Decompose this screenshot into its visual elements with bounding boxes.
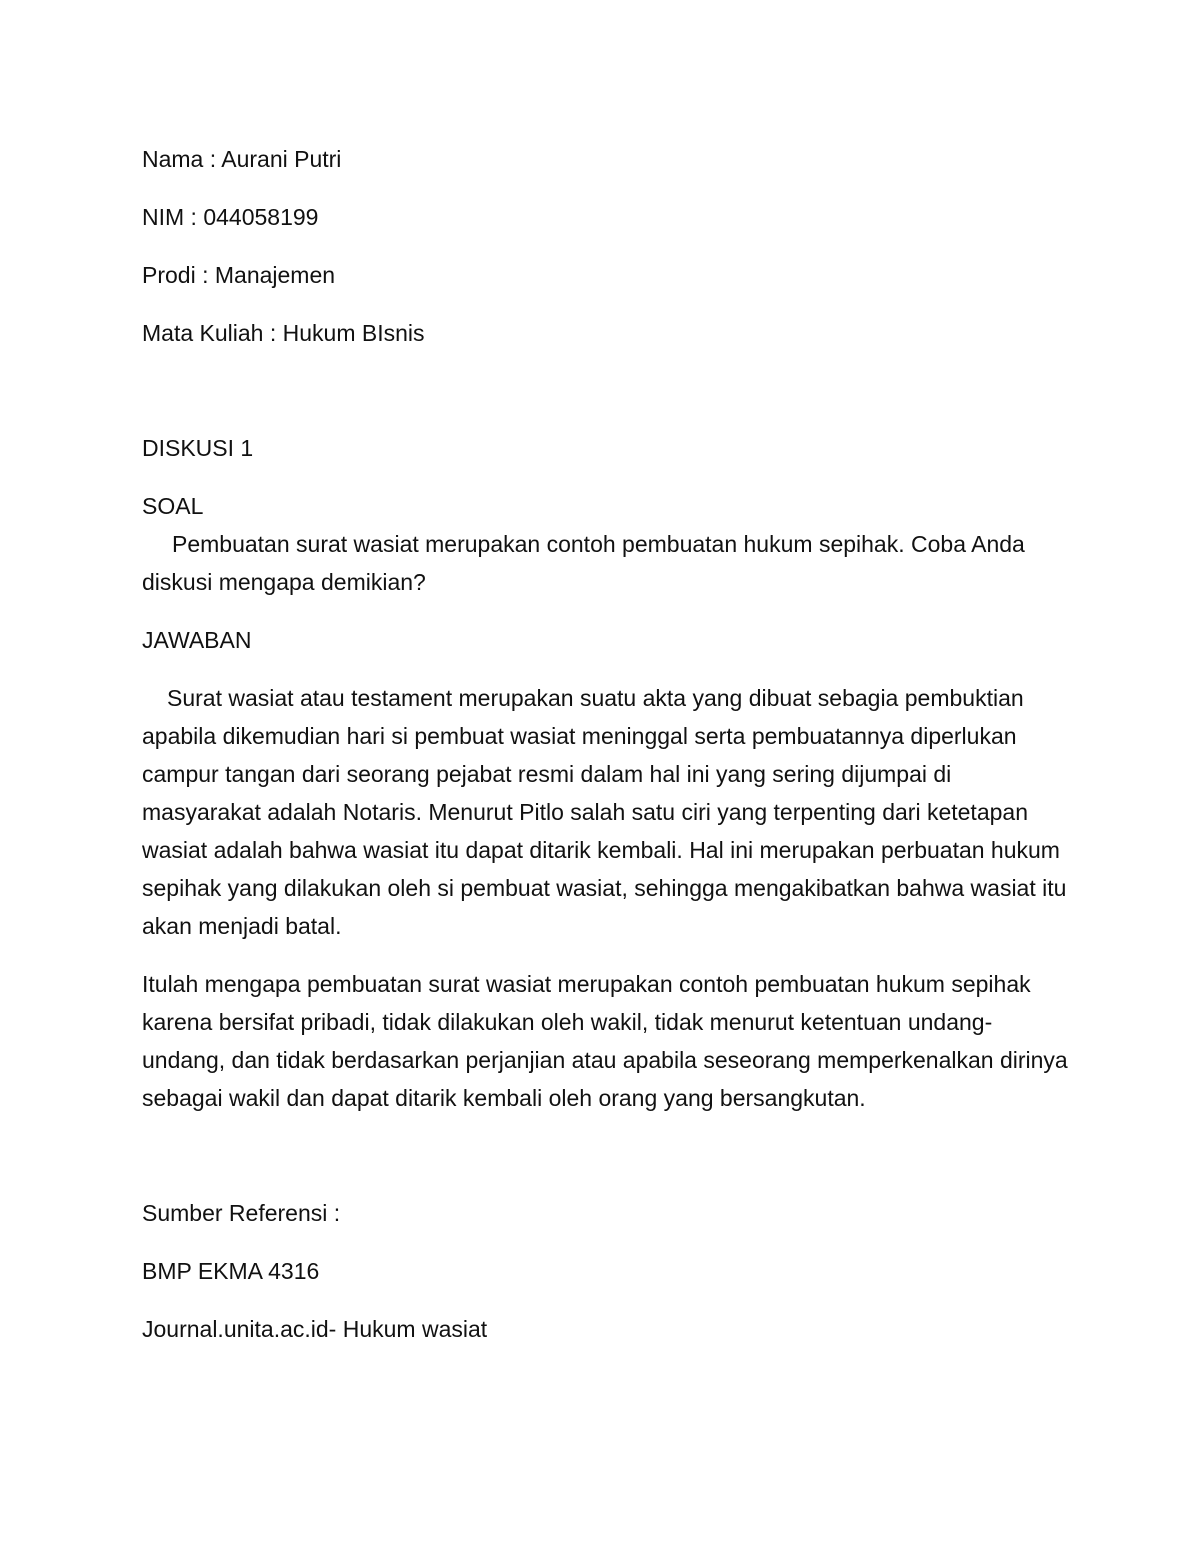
student-name: Nama : Aurani Putri <box>142 146 342 172</box>
question-label: SOAL <box>142 493 204 519</box>
discussion-title: DISKUSI 1 <box>142 435 254 461</box>
study-program: Prodi : Manajemen <box>142 262 336 288</box>
document-content <box>142 140 1072 1368</box>
reference-item-2: Journal.unita.ac.id- Hukum wasiat <box>142 1316 488 1342</box>
answer-paragraph-1: Surat wasiat atau testament merupakan suatu akta yang dibuat sebagia pembuktian apabila dikemudian hari si pembuat wasiat meninggal serta pembuatannya diperlukan campur tangan dari seorang pejabat resmi dalam hal ini yang sering dijumpai di masyarakat adalah Notaris. Menurut Pitlo salah satu ciri yang terpenting dari ketetapan wasiat adalah bahwa wasiat itu dapat ditarik kembali. Hal ini merupakan perbuatan hukum sepihak yang dilakukan oleh si pembuat wasiat, sehingga mengakibatkan bahwa wasiat itu akan menjadi batal. <box>142 685 1067 939</box>
course-name: Mata Kuliah : Hukum BIsnis <box>142 320 425 346</box>
answer-paragraph-2: Itulah mengapa pembuatan surat wasiat merupakan contoh pembuatan hukum sepihak karena bersifat pribadi, tidak dilakukan oleh wakil, tidak menurut ketentuan undang-undang, dan tidak berdasarkan perjanjian atau apabila seseorang memperkenalkan dirinya sebagai wakil dan dapat ditarik kembali oleh orang yang bersangkutan. <box>142 971 1068 1111</box>
answer-label: JAWABAN <box>142 627 252 653</box>
question-text: Pembuatan surat wasiat merupakan contoh pembuatan hukum sepihak. Coba Anda diskusi mengapa demikian? <box>142 531 1025 595</box>
reference-item-1: BMP EKMA 4316 <box>142 1258 320 1284</box>
references-heading: Sumber Referensi : <box>142 1200 341 1226</box>
student-nim: NIM : 044058199 <box>142 204 319 230</box>
